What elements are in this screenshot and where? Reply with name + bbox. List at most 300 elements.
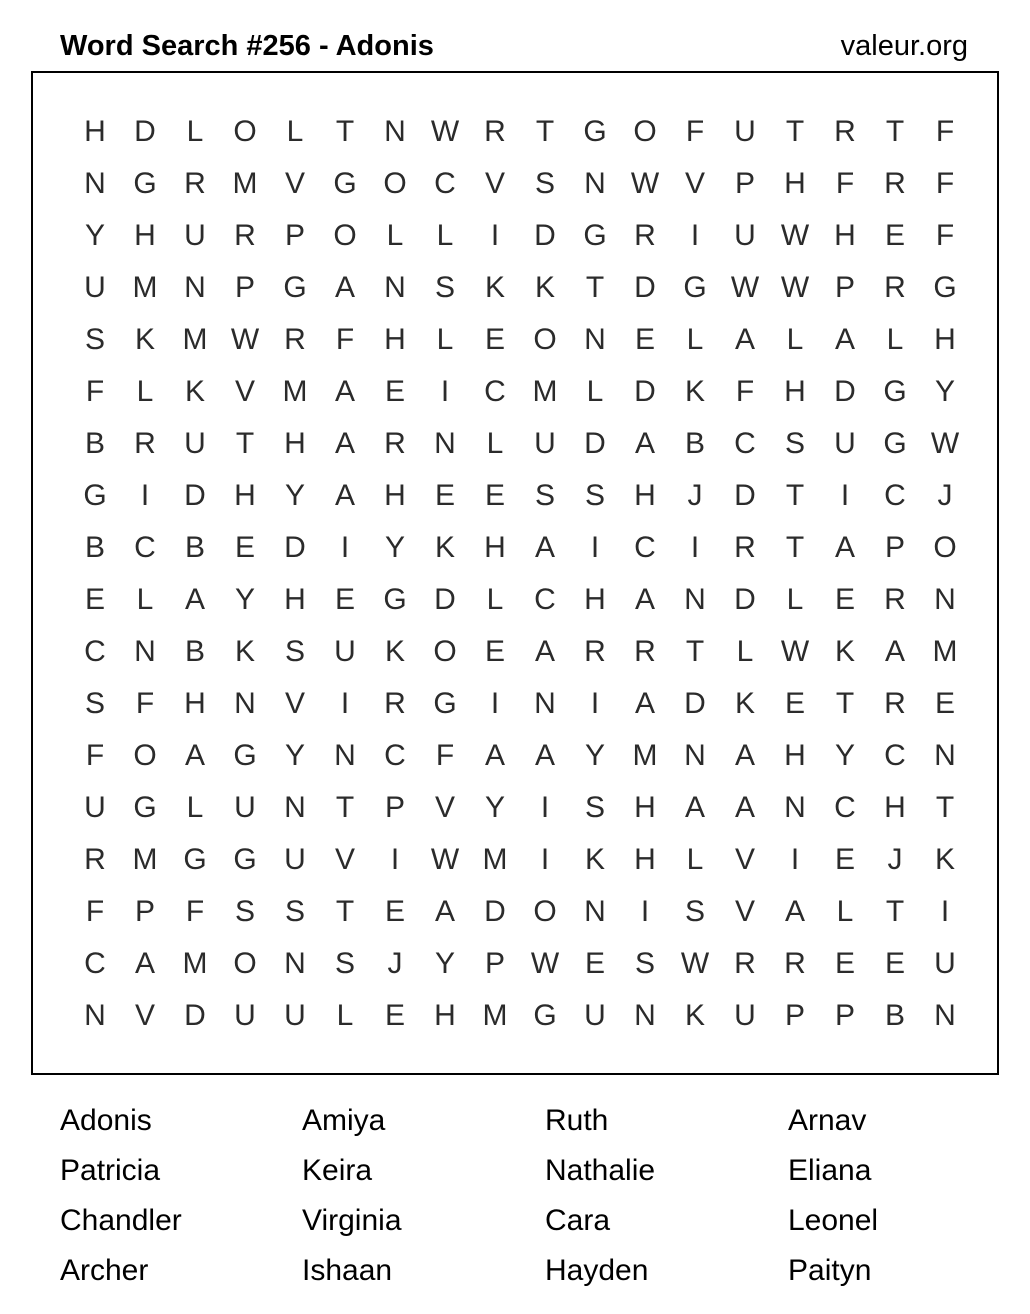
grid-letter: I [840,479,850,512]
grid-letter: K [684,375,705,408]
word-list-item: Cara [545,1204,611,1237]
grid-letter: S [284,635,305,668]
grid-letter: R [184,167,206,200]
grid-letter: E [484,323,505,356]
grid-letter: E [84,583,105,616]
grid-letter: M [182,947,208,980]
grid-letter: C [484,375,506,408]
grid-letter: L [886,323,904,356]
grid-letter: S [334,947,355,980]
grid-letter: L [136,583,154,616]
grid-letter: K [684,999,705,1032]
grid-letter: R [484,115,506,148]
grid-letter: P [784,999,805,1032]
grid-letter: T [785,531,805,564]
grid-letter: N [134,635,156,668]
grid-letter: F [85,739,105,772]
grid-letter: N [784,791,806,824]
grid-letter: L [686,323,704,356]
grid-letter: F [135,687,155,720]
grid-letter: B [184,531,205,564]
grid-letter: I [690,219,700,252]
grid-letter: V [334,843,355,876]
grid-letter: A [434,895,455,928]
grid-letter: E [484,635,505,668]
grid-letter: K [584,843,605,876]
grid-letter: D [484,895,506,928]
grid-letter: W [430,843,460,876]
grid-letter: E [384,375,405,408]
grid-letter: C [534,583,556,616]
grid-letter: W [430,115,460,148]
grid-letter: I [790,843,800,876]
grid-letter: O [333,219,357,252]
grid-letter: C [884,479,906,512]
grid-letter: E [884,219,905,252]
grid-letter: A [334,479,355,512]
grid-letter: R [84,843,106,876]
grid-letter: T [335,791,355,824]
grid-letter: H [284,427,306,460]
grid-letter: O [233,947,257,980]
grid-letter: R [634,635,656,668]
grid-letter: M [132,843,158,876]
grid-letter: D [284,531,306,564]
grid-letter: W [530,947,560,980]
grid-letter: K [434,531,455,564]
grid-letter: U [184,219,206,252]
grid-letter: A [784,895,805,928]
grid-letter: D [684,687,706,720]
grid-letter: F [435,739,455,772]
grid-letter: K [234,635,255,668]
grid-letter: M [232,167,258,200]
grid-letter: I [440,375,450,408]
grid-letter: H [634,479,656,512]
site-name: valeur.org [840,29,968,62]
grid-letter: T [335,895,355,928]
grid-letter: I [340,687,350,720]
grid-letter: F [835,167,855,200]
grid-letter: H [384,323,406,356]
grid-letter: G [883,427,907,460]
grid-letter: C [134,531,156,564]
grid-letter: E [834,947,855,980]
grid-letter: A [534,531,555,564]
grid-letter: G [583,219,607,252]
grid-letter: P [284,219,305,252]
grid-letter: G [933,271,957,304]
grid-letter: V [234,375,255,408]
grid-letter: U [734,999,756,1032]
grid-letter: N [384,271,406,304]
grid-letter: O [933,531,957,564]
grid-letter: T [585,271,605,304]
grid-letter: F [85,375,105,408]
grid-letter: G [183,843,207,876]
grid-letter: T [335,115,355,148]
grid-letter: D [184,479,206,512]
grid-letter: T [885,115,905,148]
grid-letter: C [634,531,656,564]
grid-letter: C [734,427,756,460]
grid-letter: I [590,687,600,720]
grid-letter: U [234,999,256,1032]
grid-letter: E [884,947,905,980]
word-list-item: Eliana [788,1154,872,1187]
grid-letter: N [584,167,606,200]
word-list-item: Ruth [545,1104,609,1137]
grid-letter: P [884,531,905,564]
grid-letter: N [434,427,456,460]
grid-letter: K [534,271,555,304]
grid-letter: D [734,583,756,616]
grid-letter: V [134,999,155,1032]
word-list-item: Chandler [60,1204,182,1237]
grid-letter: R [134,427,156,460]
grid-letter: D [134,115,156,148]
grid-letter: I [490,687,500,720]
grid-letter: A [834,531,855,564]
word-list-item: Patricia [60,1154,161,1187]
grid-letter: A [184,583,205,616]
grid-letter: L [336,999,354,1032]
grid-letter: S [234,895,255,928]
grid-letter: L [186,791,204,824]
grid-letter: I [640,895,650,928]
grid-letter: H [934,323,956,356]
grid-letter: N [634,999,656,1032]
grid-letter: F [735,375,755,408]
grid-letter: S [284,895,305,928]
grid-letter: G [433,687,457,720]
grid-letter: L [486,427,504,460]
grid-letter: G [233,739,257,772]
grid-letter: C [384,739,406,772]
grid-letter: L [386,219,404,252]
grid-letter: S [584,479,605,512]
grid-letter: F [85,895,105,928]
grid-letter: K [834,635,855,668]
grid-letter: T [235,427,255,460]
grid-letter: E [584,947,605,980]
grid-letter: O [233,115,257,148]
grid-letter: N [684,583,706,616]
grid-letter: R [384,427,406,460]
grid-letter: T [835,687,855,720]
grid-letter: B [84,427,105,460]
grid-letter: M [932,635,958,668]
grid-letter: I [140,479,150,512]
grid-letter: N [684,739,706,772]
grid-letter: V [484,167,505,200]
grid-letter: R [384,687,406,720]
grid-letter: A [734,739,755,772]
grid-letter: N [184,271,206,304]
word-list-item: Virginia [302,1204,402,1237]
grid-letter: U [734,115,756,148]
grid-letter: P [834,999,855,1032]
grid-letter: A [134,947,155,980]
grid-letter: U [834,427,856,460]
grid-letter: M [482,999,508,1032]
grid-letter: G [233,843,257,876]
grid-letter: T [785,479,805,512]
grid-letter: Y [434,947,455,980]
grid-letter: Y [484,791,505,824]
grid-letter: I [490,219,500,252]
grid-letter: I [540,843,550,876]
grid-letter: A [634,687,655,720]
word-list-item: Ishaan [302,1254,393,1287]
grid-letter: L [436,323,454,356]
grid-letter: E [434,479,455,512]
grid-letter: H [434,999,456,1032]
word-list-item: Adonis [60,1104,152,1137]
grid-letter: H [834,219,856,252]
grid-letter: A [884,635,905,668]
grid-letter: J [387,947,403,980]
grid-letter: L [436,219,454,252]
grid-letter: W [930,427,960,460]
grid-letter: W [780,219,810,252]
grid-letter: N [534,687,556,720]
grid-letter: L [736,635,754,668]
grid-letter: G [133,791,157,824]
grid-letter: A [334,427,355,460]
grid-letter: H [234,479,256,512]
grid-letter: G [383,583,407,616]
grid-letter: J [887,843,903,876]
grid-letter: A [334,271,355,304]
grid-letter: V [734,843,755,876]
grid-letter: W [780,635,810,668]
grid-letter: P [734,167,755,200]
grid-letter: D [834,375,856,408]
grid-letter: M [182,323,208,356]
grid-letter: G [133,167,157,200]
grid-letter: S [534,167,555,200]
grid-letter: A [184,739,205,772]
word-list-item: Archer [60,1254,149,1287]
word-list-item: Arnav [788,1104,867,1137]
word-list [60,1096,1030,1296]
grid-letter: N [334,739,356,772]
grid-letter: H [284,583,306,616]
grid-letter: T [885,895,905,928]
grid-letter: H [784,167,806,200]
grid-letter: S [684,895,705,928]
grid-letter: U [934,947,956,980]
grid-letter: S [634,947,655,980]
grid-letter: R [834,115,856,148]
grid-letter: N [384,115,406,148]
letter-grid [70,106,970,1042]
grid-letter: O [433,635,457,668]
grid-letter: E [384,999,405,1032]
word-list-item: Nathalie [545,1154,656,1187]
grid-letter: E [834,583,855,616]
grid-letter: G [583,115,607,148]
grid-letter: U [84,271,106,304]
grid-letter: D [634,271,656,304]
grid-letter: W [630,167,660,200]
grid-letter: L [836,895,854,928]
grid-letter: B [184,635,205,668]
grid-letter: E [234,531,255,564]
grid-letter: G [683,271,707,304]
grid-letter: Y [384,531,405,564]
grid-letter: H [484,531,506,564]
grid-letter: H [784,375,806,408]
grid-letter: H [84,115,106,148]
grid-letter: U [234,791,256,824]
grid-letter: G [333,167,357,200]
grid-letter: R [884,167,906,200]
grid-letter: I [390,843,400,876]
grid-letter: F [335,323,355,356]
grid-letter: N [234,687,256,720]
grid-letter: L [186,115,204,148]
grid-letter: A [534,635,555,668]
grid-letter: V [284,687,305,720]
grid-letter: U [284,843,306,876]
grid-letter: K [134,323,155,356]
grid-letter: F [685,115,705,148]
grid-letter: L [786,323,804,356]
grid-letter: A [734,791,755,824]
grid-letter: G [883,375,907,408]
grid-letter: L [286,115,304,148]
grid-letter: V [684,167,705,200]
grid-letter: B [84,531,105,564]
grid-letter: L [586,375,604,408]
grid-letter: P [834,271,855,304]
grid-letter: J [937,479,953,512]
grid-letter: V [284,167,305,200]
grid-letter: Y [284,739,305,772]
grid-letter: Y [234,583,255,616]
grid-letter: T [535,115,555,148]
grid-letter: T [935,791,955,824]
grid-letter: L [686,843,704,876]
grid-letter: J [687,479,703,512]
grid-letter: S [534,479,555,512]
word-list-item: Leonel [788,1204,879,1237]
grid-letter: U [84,791,106,824]
grid-letter: R [884,687,906,720]
grid-letter: H [634,791,656,824]
grid-letter: N [584,323,606,356]
grid-letter: R [734,531,756,564]
grid-letter: A [334,375,355,408]
page-title: Word Search #256 - Adonis [60,29,434,62]
grid-letter: Y [934,375,955,408]
grid-letter: L [136,375,154,408]
grid-letter: U [184,427,206,460]
grid-letter: A [684,791,705,824]
grid-letter: N [934,999,956,1032]
grid-letter: S [84,687,105,720]
grid-letter: D [584,427,606,460]
grid-letter: O [533,323,557,356]
grid-letter: N [284,947,306,980]
grid-letter: B [684,427,705,460]
grid-letter: W [780,271,810,304]
grid-letter: A [534,739,555,772]
grid-letter: H [134,219,156,252]
grid-letter: S [434,271,455,304]
grid-letter: E [784,687,805,720]
grid-letter: C [884,739,906,772]
grid-letter: I [590,531,600,564]
grid-letter: D [434,583,456,616]
header [60,26,968,66]
grid-letter: D [184,999,206,1032]
grid-letter: P [134,895,155,928]
grid-letter: R [284,323,306,356]
grid-letter: Y [834,739,855,772]
grid-letter: D [634,375,656,408]
grid-letter: I [690,531,700,564]
grid-letter: E [634,323,655,356]
grid-letter: R [884,583,906,616]
grid-letter: H [384,479,406,512]
grid-letter: C [84,947,106,980]
grid-letter: P [384,791,405,824]
grid-letter: E [834,843,855,876]
grid-letter: M [282,375,308,408]
grid-letter: L [486,583,504,616]
grid-letter: E [384,895,405,928]
word-list-item: Hayden [545,1254,649,1287]
grid-letter: E [934,687,955,720]
grid-letter: R [584,635,606,668]
grid-letter: T [785,115,805,148]
grid-letter: F [935,115,955,148]
grid-letter: R [234,219,256,252]
word-list-item: Amiya [302,1104,386,1137]
grid-letter: N [84,999,106,1032]
grid-letter: F [935,167,955,200]
grid-letter: H [184,687,206,720]
grid-letter: L [786,583,804,616]
grid-letter: V [434,791,455,824]
grid-letter: M [532,375,558,408]
grid-letter: N [584,895,606,928]
grid-letter: F [935,219,955,252]
grid-letter: K [184,375,205,408]
grid-letter: W [730,271,760,304]
grid-letter: G [283,271,307,304]
grid-letter: I [540,791,550,824]
grid-letter: M [132,271,158,304]
grid-letter: A [734,323,755,356]
word-list-item: Keira [302,1154,373,1187]
grid-letter: M [632,739,658,772]
grid-letter: H [784,739,806,772]
grid-letter: S [584,791,605,824]
grid-letter: P [484,947,505,980]
grid-letter: A [834,323,855,356]
grid-letter: K [484,271,505,304]
grid-letter: S [84,323,105,356]
grid-letter: I [340,531,350,564]
grid-letter: T [685,635,705,668]
grid-letter: O [133,739,157,772]
puzzle-box [31,71,999,1075]
grid-letter: E [484,479,505,512]
